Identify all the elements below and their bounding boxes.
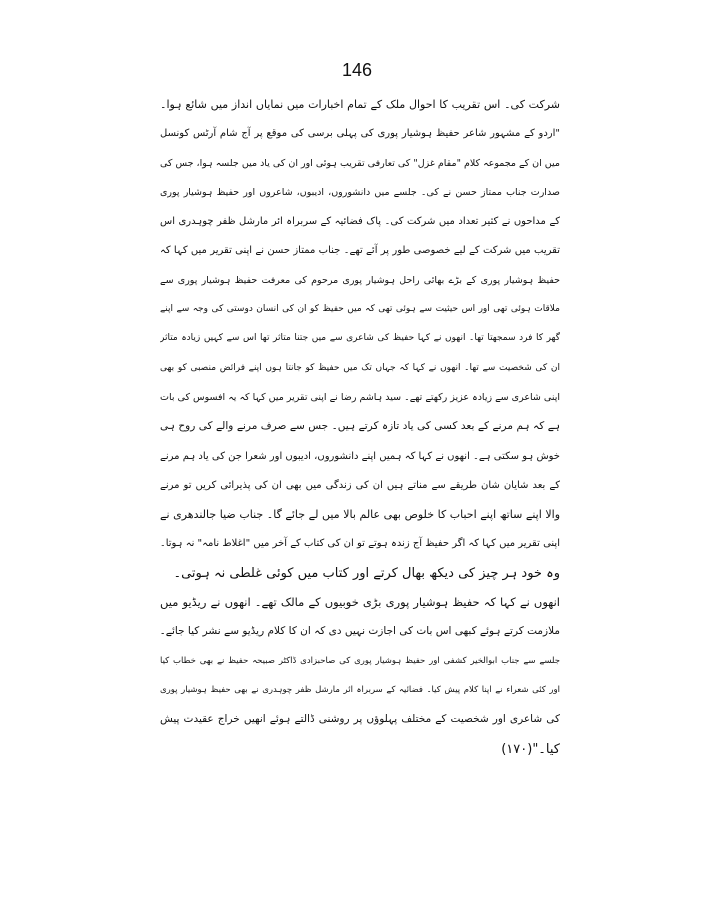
text-line: انھوں نے کہا کہ حفیظ ہوشیار پوری بڑی خوبیوں کے مالک تھے۔ انھوں نے ریڈیو میں — [160, 595, 560, 610]
text-line: اپنی تقریر میں کہا کہ اگر حفیظ آج زندہ ہوتے تو ان کی کتاب کے آخر میں "اغلاط نامہ" نہ ہوتا۔ — [160, 538, 560, 550]
text-line: کے مداحوں نے کثیر تعداد میں شرکت کی۔ پاک فضائیہ کے سربراہ ائر مارشل ظفر چوہدری اس — [160, 216, 560, 228]
text-line: تقریب میں شرکت کے لیے خصوصی طور پر آئے تھے۔ جناب ممتاز حسن نے اپنی تقریر میں کہا کہ — [160, 245, 560, 257]
text-line: صدارت جناب ممتاز حسن نے کی۔ جلسے میں دانشوروں، ادیبوں، شاعروں اور حفیظ ہوشیار پوری — [160, 186, 560, 198]
text-line: گھر کا فرد سمجھتا تھا۔ انھوں نے کہا حفیظ کی شاعری سے میں جتنا متاثر تھا اس سے کہیں زیادہ متاثر — [160, 333, 560, 344]
text-line: ملاقات ہوئی تھی اور اس حیثیت سے ہوئی تھی کہ میں حفیظ کو ان کی انسان دوستی کی وجہ سے اپنے — [160, 304, 560, 315]
text-line: ان کی شخصیت سے تھا۔ انھوں نے کہا کہ جہاں تک میں حفیظ کو جانتا ہوں اپنے فرائض منصبی کو بھی — [160, 362, 560, 373]
text-line: ملازمت کرتے ہوئے کبھی اس بات کی اجازت نہیں دی کہ ان کا کلام ریڈیو سے نشر کیا جائے۔ — [160, 625, 560, 638]
text-line: وہ خود ہر چیز کی دیکھ بھال کرتے اور کتاب میں کوئی غلطی نہ ہوتی۔ — [173, 565, 560, 581]
text-line: میں ان کے مجموعہ کلام "مقام غزل" کی تعارفی تقریب ہوئی اور ان کی یاد میں جلسہ ہوا، جس کی — [160, 157, 560, 169]
text-line: "اردو کے مشہور شاعر حفیظ ہوشیار پوری کی پہلی برسی کی موقع پر آج شام آرٹس کونسل — [160, 128, 560, 140]
text-line: اور کئی شعراء نے اپنا کلام پیش کیا۔ فضائیہ کے سربراہ ائر مارشل ظفر چوہدری نے بھی حفیظ ہوشیار پوری — [160, 684, 560, 695]
text-line: کیا۔"(۱۷۰) — [501, 741, 560, 757]
text-line: کی شاعری اور شخصیت کے مختلف پہلوؤں پر روشنی ڈالتے ہوئے انھیں خراج عقیدت پیش — [160, 713, 560, 726]
body-text — [160, 90, 560, 764]
page-number: 146 — [341, 60, 373, 80]
text-line: جلسے سے جناب ابوالخیر کشفی اور حفیظ ہوشیار پوری کی صاحبزادی ڈاکٹر صبیحہ حفیظ نے بھی خطاب کیا — [160, 655, 560, 666]
text-line: حفیظ ہوشیار پوری کے بڑے بھائی راحل ہوشیار پوری مرحوم کی معرفت حفیظ ہوشیار پوری سے — [160, 274, 560, 286]
text-line: والا اپنے ساتھ اپنے احباب کا خلوص بھی عالم بالا میں لے جائے گا۔ جناب ضیا جالندھری نے — [160, 508, 560, 522]
text-line: خوش ہو سکتی ہے۔ انھوں نے کہا کہ ہمیں اپنے دانشوروں، ادیبوں اور شعرا جن کی یاد ہم مرنے — [160, 450, 560, 462]
text-line: ہے کہ ہم مرنے کے بعد کسی کی یاد تازہ کرتے ہیں۔ جس سے صرف مرنے والے کی روح ہی — [160, 420, 560, 433]
text-line: اپنی شاعری سے زیادہ عزیز رکھتے تھے۔ سید ہاشم رضا نے اپنی تقریر میں کہا کہ یہ افسوس کی بات — [160, 391, 560, 403]
text-line: کے بعد شایان شان طریقے سے مناتے ہیں ان کی زندگی میں بھی ان کی پذیرائی کریں تو مرنے — [160, 479, 560, 491]
text-line: شرکت کی۔ اس تقریب کا احوال ملک کے تمام اخبارات میں نمایاں انداز میں شائع ہوا۔ — [160, 98, 560, 111]
